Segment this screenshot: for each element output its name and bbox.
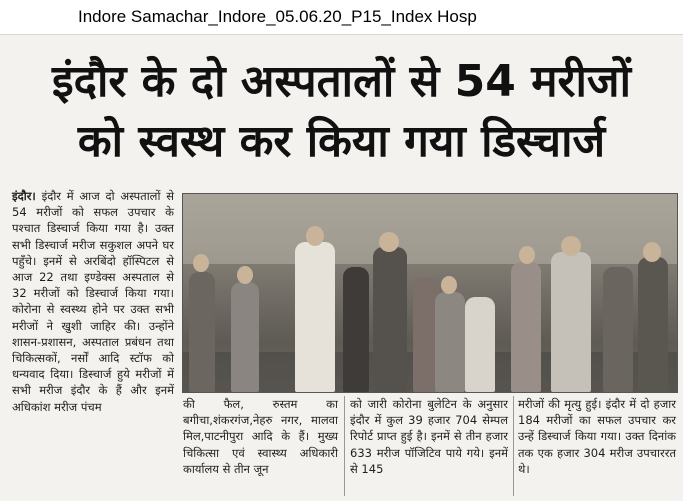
photo-head — [441, 276, 457, 294]
photo-head — [561, 236, 581, 256]
photo-person — [435, 292, 465, 392]
column-divider — [513, 396, 514, 496]
article-column-3: को जारी कोरोना बुलेटिन के अनुसार इंदौर में कुल 39 हजार 704 सेम्पल रिपोर्ट प्राप्त हुई है। इनमें से तीन हजार 633 मरीज पॉजिटिव पाये गये। इनमें से 145 — [350, 397, 508, 476]
photo-head — [643, 242, 661, 262]
article-column-2: की फैल, रुस्तम का बगीचा,शंकरगंज,नेहरु नगर, मालवा मिल,पाटनीपुरा आदि के हैं। मुख्य चिकित्सा एवं स्वास्थ्य अधिकारी कार्यालय से तीन जून — [183, 397, 338, 476]
headline-line-1: इंदौर के दो अस्पतालों से 54 मरीजों — [52, 56, 631, 107]
photo-person — [295, 242, 335, 392]
newspaper-clipping — [0, 34, 683, 501]
news-photo — [182, 193, 678, 393]
photo-person — [551, 252, 591, 392]
photo-person — [603, 267, 633, 392]
photo-wall — [183, 194, 677, 264]
photo-person — [373, 247, 407, 392]
photo-person — [343, 267, 369, 392]
dateline: इंदौर। — [12, 189, 36, 203]
photo-person — [189, 272, 215, 392]
photo-person — [231, 282, 259, 392]
photo-head — [306, 226, 324, 246]
headline-line-2: को स्वस्थ कर किया गया डिस्चार्ज — [77, 116, 606, 167]
article-text-1: इंदौर में आज दो अस्पतालों से 54 मरीजों को सफल उपचार के पश्चात डिस्चार्ज किया गया है। उक्त सभी डिस्चार्ज मरीज सकुशल अपने घर पहुँचे। इनमें से अरबिंदो हॉस्पिटल से आज 22 तथा इण्डेक्स अस्पताल से 32 मरीजों को डिस्चार्ज किया गया। कोरोना से स्वस्थ्य होने पर उक्त सभी मरीजों ने खुशी जाहिर की। उन्होंने शासन-प्रशासन, अस्पताल प्रबंधन तथा चिकित्सकों, नर्सों आदि स्टॉफ को धन्यवाद दिया। डिस्चार्ज हुये मरीजों में सभी मरीज इंदौर के हैं और इनमें अधिकांश मरीज पंचम — [12, 189, 174, 414]
image-caption: Indore Samachar_Indore_05.06.20_P15_Index Hosp — [0, 0, 683, 34]
article-column-1 — [12, 188, 174, 415]
photo-head — [193, 254, 209, 272]
column-divider — [344, 396, 345, 496]
photo-person — [638, 257, 668, 392]
photo-person — [511, 262, 541, 392]
photo-head — [237, 266, 253, 284]
photo-head — [519, 246, 535, 264]
photo-head — [379, 232, 399, 252]
photo-person — [465, 297, 495, 392]
article-column-4: मरीजों की मृत्यु हुई। इंदौर में दो हजार 184 मरीजों का सफल उपचार कर उन्हें डिस्चार्ज किया गया। उक्त दिनांक तक एक हजार 304 मरीज उपचाररत थे। — [518, 397, 676, 476]
